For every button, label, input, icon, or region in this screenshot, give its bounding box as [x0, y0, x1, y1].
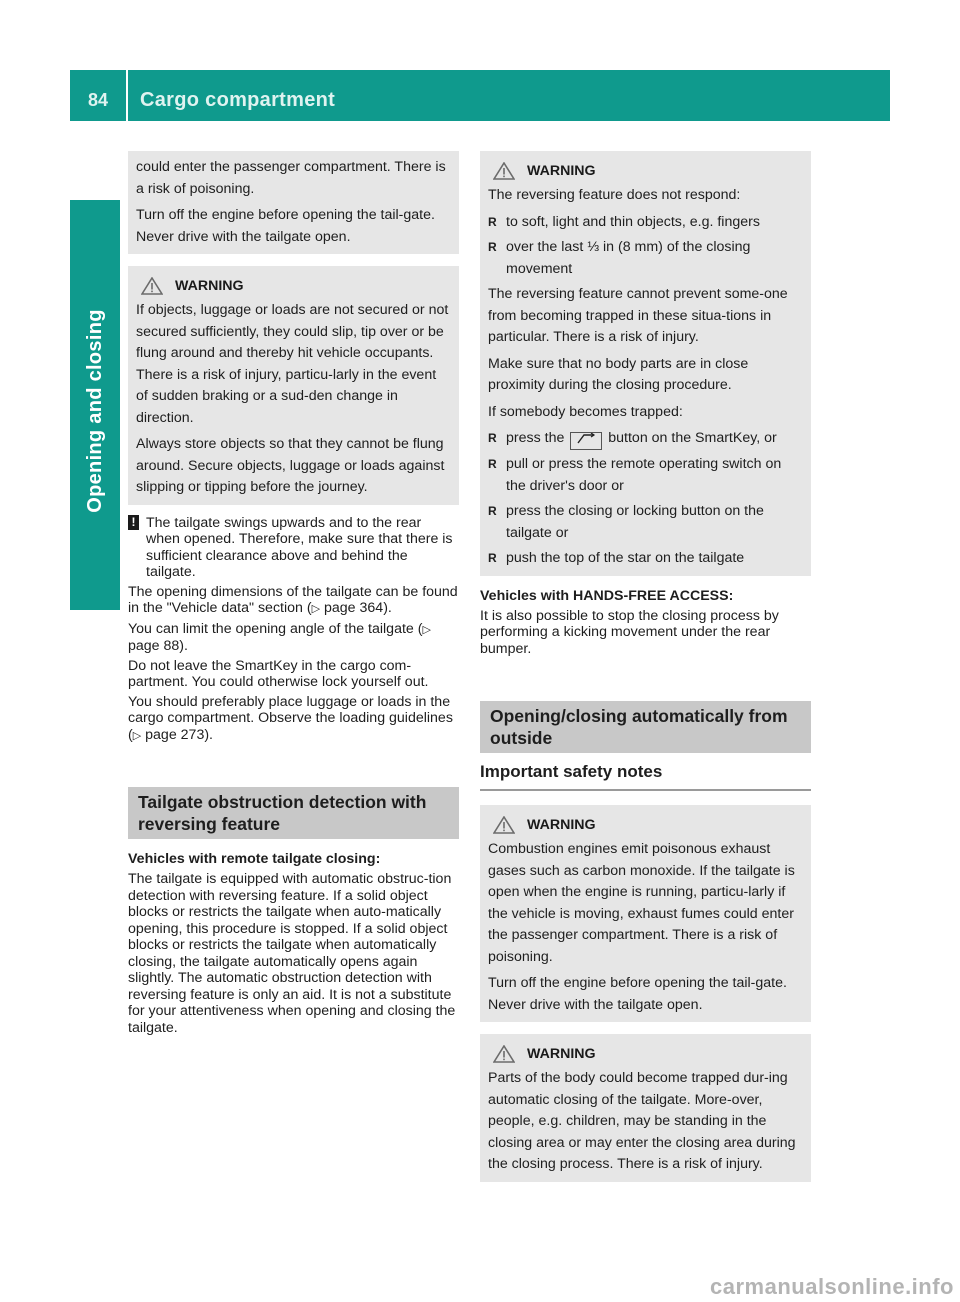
subheading: Vehicles with HANDS-FREE ACCESS: — [480, 587, 734, 604]
warning-text: Turn off the engine before opening the tail-gate. Never drive with the tailgate open. — [136, 207, 435, 245]
warning-heading — [488, 1040, 803, 1068]
bullet-item — [488, 237, 803, 280]
warning-label: WARNING — [527, 163, 596, 179]
tailgate-key-button-icon — [570, 432, 602, 450]
paragraph: The opening dimensions of the tailgate can be found in the "Vehicle data" section (▷ page 364). — [128, 583, 458, 616]
warning-triangle-icon — [493, 162, 515, 180]
bullet-icon: R — [488, 504, 497, 518]
bullet-icon: R — [488, 551, 497, 565]
paragraph-text: You can limit the opening angle of the tailgate — [128, 620, 414, 637]
warning-box — [480, 1034, 811, 1182]
page-reference[interactable]: page 273). — [145, 726, 213, 743]
bullet-text: over the last ⅓ in (8 mm) of the closing movement — [506, 239, 751, 277]
warning-text: Turn off the engine before opening the tail-gate. Never drive with the tailgate open. — [488, 975, 787, 1013]
bullet-text: press the closing or locking button on the tailgate or — [506, 503, 764, 541]
bullet-text: pull or press the remote operating switch on the driver's door or — [506, 456, 782, 494]
warning-box — [480, 151, 811, 576]
bullet-text: button on the SmartKey, or — [608, 430, 777, 446]
warning-triangle-icon — [141, 277, 163, 295]
subsection-heading: Important safety notes — [480, 753, 811, 791]
bullet-text: push the top of the star on the tailgate — [506, 550, 745, 566]
warning-label: WARNING — [527, 1046, 596, 1062]
chapter-title: Cargo compartment — [140, 89, 336, 111]
paragraph: You should preferably place luggage or loads in the cargo compartment. Observe the loading guidelines (▷ page 273). — [128, 693, 453, 743]
notice — [128, 515, 459, 581]
warning-heading — [136, 272, 451, 300]
body-text — [128, 515, 459, 745]
page-ref-arrow-icon: ▷ — [422, 623, 431, 636]
warning-label: WARNING — [175, 278, 244, 294]
warning-label: WARNING — [527, 817, 596, 833]
bullet-item — [488, 548, 803, 570]
page-ref-arrow-icon: ▷ — [311, 603, 321, 615]
bullet-icon: R — [488, 214, 497, 229]
warning-text: could enter the passenger compartment. There is a risk of poisoning. — [136, 159, 446, 197]
subheading: Vehicles with remote tailgate closing: — [128, 851, 381, 867]
warning-heading — [488, 157, 803, 185]
side-tab-label: Opening and closing — [84, 309, 106, 513]
notice-text: The tailgate swings upwards and to the rear when opened. Therefore, make sure that there is sufficient clearance above and behind the tailgate. — [146, 514, 453, 580]
bullet-item — [488, 454, 803, 497]
bullet-item — [488, 501, 803, 544]
section-heading: Tailgate obstruction detection with reversing feature — [128, 787, 459, 839]
warning-box — [480, 805, 811, 1022]
page-number: 84 — [87, 90, 109, 110]
watermark: carmanualsonline.info — [710, 1274, 954, 1299]
warning-heading — [488, 811, 803, 839]
page-reference[interactable]: page 88). — [128, 638, 188, 654]
paragraph: The tailgate is equipped with automatic obstruc-tion detection with reversing feature. If a solid object blocks or restricts the tailgate when auto-matically opening, this procedure is stopped. If a solid object blocks or restricts the tailgate when automatically closing, the tailgate automatically opens again slightly. The automatic obstruction detection with reversing feature is only an aid. It is not a substitute for your attentiveness when opening and closing the tailgate. — [128, 871, 456, 1036]
left-column — [128, 151, 459, 1038]
warning-text: The reversing feature does not respond: — [488, 187, 741, 203]
warning-triangle-icon — [493, 816, 515, 834]
paragraph: It is also possible to stop the closing process by performing a kicking movement under the rear bumper. — [480, 607, 779, 657]
warning-text: The reversing feature cannot prevent some-one from becoming trapped in these situa-tions in particular. There is a risk of injury. — [488, 286, 788, 345]
section-heading: Opening/closing automatically from outside — [480, 701, 811, 753]
warning-text: If somebody becomes trapped: — [488, 403, 683, 420]
warning-continued-box — [128, 151, 459, 254]
bullet-icon: R — [488, 457, 497, 471]
header-divider — [126, 70, 128, 121]
right-column — [480, 151, 811, 1182]
exclamation-icon: ! — [128, 515, 139, 530]
bullet-text: to soft, light and thin objects, e.g. fingers — [506, 213, 760, 230]
warning-box — [128, 266, 459, 505]
paragraph: You can limit the opening angle of the tailgate (▷ page 88). — [128, 620, 431, 654]
warning-text: Combustion engines emit poisonous exhaust gases such as carbon monoxide. If the tailgate is open when the engine is running, particu-larly if the vehicle is moving, exhaust fumes could enter the passenger compartment. There is a risk of poisoning. — [488, 841, 795, 965]
body-text — [480, 608, 811, 658]
bullet-text: press the — [506, 430, 565, 446]
warning-text: If objects, luggage or loads are not secured or not secured sufficiently, they could slip, tip over or be flung around and thereby hit vehicle occupants. There is a risk of injury, particu-larly in the event of sudden braking or a sud-den change in direction. — [136, 302, 449, 426]
paragraph: Do not leave the SmartKey in the cargo com-partment. You could otherwise lock yourself out. — [128, 657, 429, 690]
page-reference[interactable]: page 364). — [324, 600, 392, 616]
page-ref-arrow-icon: ▷ — [132, 729, 142, 742]
bullet-icon: R — [488, 431, 497, 445]
warning-text: Always store objects so that they cannot be flung around. Secure objects, luggage or loads against slipping or tipping before the journey. — [136, 436, 445, 495]
bullet-icon: R — [488, 240, 497, 254]
warning-triangle-icon — [493, 1045, 515, 1063]
body-text — [128, 871, 459, 1036]
paragraph-text: You should preferably place luggage or loads in the cargo compartment. Observe the loading guidelines — [128, 693, 453, 726]
bullet-item — [488, 212, 803, 234]
warning-text: Make sure that no body parts are in close proximity during the closing procedure. — [488, 355, 749, 393]
bullet-item — [488, 428, 803, 450]
paragraph-text: The opening dimensions of the tailgate can be found in the "Vehicle data" section — [128, 583, 458, 616]
warning-text: Parts of the body could become trapped dur-ing automatic closing of the tailgate. More-over, people, e.g. children, may be standing in the closing area or may enter the closing area during the closing process. There is a risk of injury. — [488, 1070, 796, 1172]
